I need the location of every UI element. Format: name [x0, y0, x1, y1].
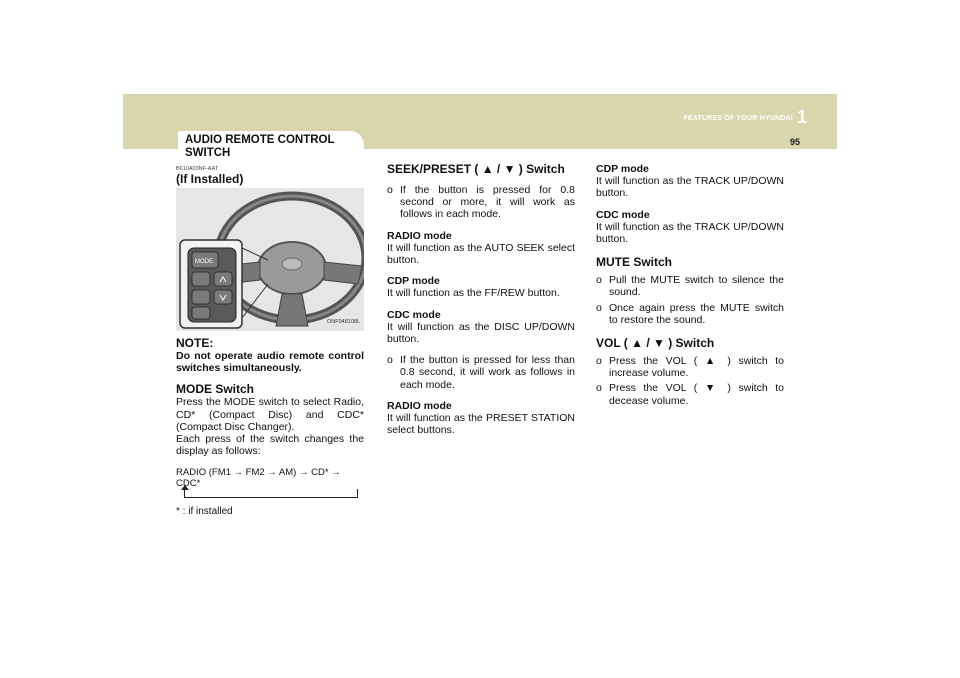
- mode-switch-text-2: Each press of the switch changes the display as follows:: [176, 433, 364, 458]
- bullet-text: If the button is pressed for 0.8 second or more, it will work as follows in each mode.: [400, 184, 575, 221]
- page-number: 95: [790, 137, 801, 147]
- seek-bullet-long-press: [387, 184, 575, 221]
- mode-switch-heading: MODE Switch: [176, 382, 255, 397]
- bullet-mark: o: [387, 354, 393, 367]
- chapter-number: 1: [796, 107, 807, 127]
- section-title: AUDIO REMOTE CONTROL SWITCH: [185, 134, 335, 159]
- bullet-text: Pull the MUTE switch to silence the sound.: [609, 274, 784, 299]
- chapter-title: FEATURES OF YOUR HYUNDAI: [683, 115, 793, 122]
- bullet-text: Press the VOL ( ▲ ) switch to increase volume.: [609, 355, 784, 380]
- bullet-text: Press the VOL ( ▼ ) switch to decease volume.: [609, 382, 784, 407]
- steering-wheel-figure: [176, 188, 364, 331]
- radio-mode-text-2: It will function as the PRESET STATION select buttons.: [387, 412, 575, 437]
- cdp-mode-heading: CDP mode: [596, 163, 649, 175]
- bullet-mark: o: [596, 301, 602, 314]
- steering-wheel-illustration: [176, 188, 364, 331]
- bullet-text: Once again press the MUTE switch to restore the sound.: [609, 301, 784, 326]
- cdc-mode-heading: CDC mode: [387, 308, 441, 321]
- bullet-text: If the button is pressed for less than 0.8 second, it will work as follows in each mode.: [400, 354, 575, 391]
- column-left: [176, 166, 364, 519]
- column-middle: [387, 163, 575, 436]
- document-code: B610A03NF-AAT: [176, 166, 219, 172]
- cdc-mode-text: It will function as the DISC UP/DOWN button.: [387, 320, 575, 346]
- figure-caption: ONF048108L: [326, 318, 360, 325]
- mode-cycle: RADIO (FM1 → FM2 → AM) → CD* → CDC*: [176, 467, 341, 490]
- radio-mode-heading-2: RADIO mode: [387, 399, 452, 412]
- bullet-mark: o: [596, 274, 602, 287]
- bullet-mark: o: [387, 184, 393, 196]
- mute-bullet-2: [596, 302, 784, 326]
- cdc-mode-heading: CDC mode: [596, 208, 650, 221]
- vol-switch-heading: VOL ( ▲ / ▼ ) Switch: [596, 336, 715, 351]
- column-right: [596, 163, 784, 407]
- note-body: Do not operate audio remote control switches simultaneously.: [176, 350, 364, 375]
- bullet-mark: o: [596, 382, 602, 395]
- cdp-mode-text: It will function as the TRACK UP/DOWN button.: [596, 175, 784, 200]
- footnote: * : if installed: [176, 506, 233, 518]
- vol-bullet-2: [596, 382, 784, 406]
- radio-mode-heading: RADIO mode: [387, 229, 452, 242]
- installed-label: (If Installed): [176, 172, 244, 186]
- seek-bullet-short-press: [387, 354, 575, 391]
- cdp-mode-text: It will function as the FF/REW button.: [387, 287, 560, 300]
- mute-switch-heading: MUTE Switch: [596, 255, 673, 270]
- mute-bullet-1: [596, 274, 784, 298]
- seek-preset-heading: SEEK/PRESET ( ▲ / ▼ ) Switch: [387, 162, 565, 176]
- mode-cycle-return-arrow: [184, 489, 358, 498]
- svg-text:MODE: MODE: [195, 259, 213, 265]
- cdc-mode-text: It will function as the TRACK UP/DOWN button.: [596, 220, 784, 246]
- vol-bullet-1: [596, 355, 784, 379]
- note-heading: NOTE:: [176, 336, 214, 350]
- mode-switch-text: Press the MODE switch to select Radio, CD* (Compact Disc) and CDC* (Compact Disc Changer).: [176, 396, 364, 433]
- cdp-mode-heading: CDP mode: [387, 275, 440, 288]
- bullet-mark: o: [596, 355, 602, 368]
- radio-mode-text: It will function as the AUTO SEEK select button.: [387, 241, 575, 267]
